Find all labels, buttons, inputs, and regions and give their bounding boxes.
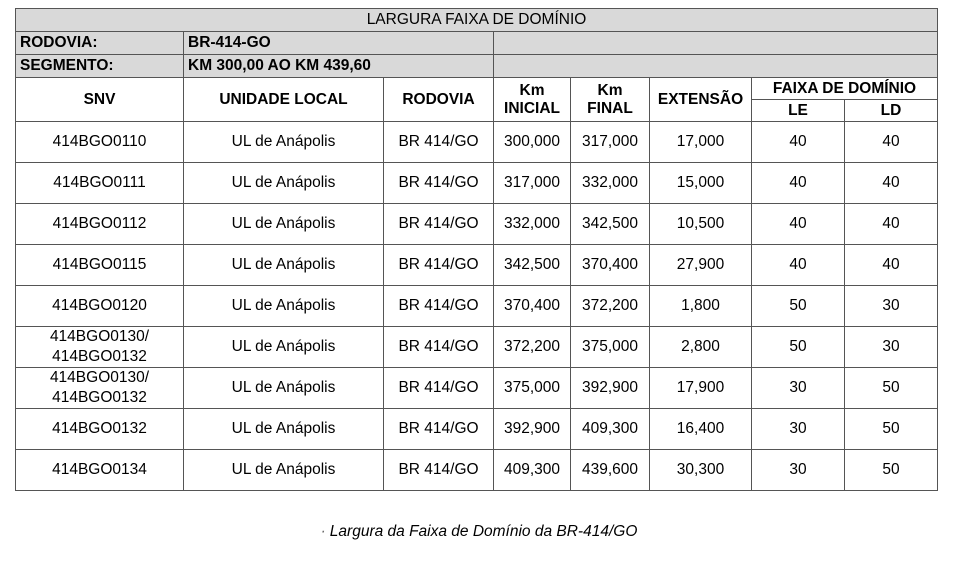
- cell-km-final: 370,400: [571, 245, 650, 286]
- cell-km-final: 342,500: [571, 204, 650, 245]
- header-faixa-dominio: FAIXA DE DOMÍNIO: [752, 78, 938, 100]
- cell-le: 40: [752, 245, 845, 286]
- cell-extensao: 1,800: [650, 286, 752, 327]
- rodovia-label: RODOVIA:: [16, 32, 184, 55]
- cell-unidade-local: UL de Anápolis: [184, 450, 384, 491]
- segmento-filler: [494, 55, 938, 78]
- cell-km-final: 372,200: [571, 286, 650, 327]
- segmento-value: KM 300,00 AO KM 439,60: [184, 55, 494, 78]
- cell-ld: 50: [845, 368, 938, 409]
- cell-ld: 30: [845, 327, 938, 368]
- cell-le: 30: [752, 450, 845, 491]
- header-snv: SNV: [16, 78, 184, 122]
- header-unidade-local: UNIDADE LOCAL: [184, 78, 384, 122]
- cell-ld: 40: [845, 204, 938, 245]
- cell-km-inicial: 342,500: [494, 245, 571, 286]
- cell-le: 30: [752, 409, 845, 450]
- cell-ld: 40: [845, 122, 938, 163]
- cell-ld: 50: [845, 450, 938, 491]
- header-km-inicial: [494, 78, 571, 122]
- cell-km-inicial: 370,400: [494, 286, 571, 327]
- header-km-inicial-line2: INICIAL: [504, 99, 560, 117]
- cell-extensao: 10,500: [650, 204, 752, 245]
- faixa-dominio-table: [15, 8, 938, 491]
- cell-extensao: 17,000: [650, 122, 752, 163]
- cell-snv: 414BGO0111: [16, 163, 184, 204]
- rodovia-filler: [494, 32, 938, 55]
- caption-text: Largura da Faixa de Domínio da BR-414/GO: [329, 523, 638, 540]
- cell-rodovia: BR 414/GO: [384, 409, 494, 450]
- cell-snv: 414BGO0132: [16, 409, 184, 450]
- cell-rodovia: BR 414/GO: [384, 327, 494, 368]
- cell-rodovia: BR 414/GO: [384, 368, 494, 409]
- cell-snv: 414BGO0130/ 414BGO0132: [16, 327, 184, 368]
- cell-unidade-local: UL de Anápolis: [184, 327, 384, 368]
- segmento-label: SEGMENTO:: [16, 55, 184, 78]
- rodovia-value: BR-414-GO: [184, 32, 494, 55]
- header-km-final-line1: Km: [597, 81, 623, 99]
- table-row: [16, 245, 938, 286]
- cell-extensao: 2,800: [650, 327, 752, 368]
- cell-snv: 414BGO0130/ 414BGO0132: [16, 368, 184, 409]
- table-row: [16, 286, 938, 327]
- cell-snv: 414BGO0134: [16, 450, 184, 491]
- cell-le: 40: [752, 122, 845, 163]
- cell-rodovia: BR 414/GO: [384, 122, 494, 163]
- cell-unidade-local: UL de Anápolis: [184, 163, 384, 204]
- cell-km-inicial: 317,000: [494, 163, 571, 204]
- cell-extensao: 27,900: [650, 245, 752, 286]
- header-km-final-line2: FINAL: [587, 99, 633, 117]
- table-row: [16, 122, 938, 163]
- cell-km-final: 332,000: [571, 163, 650, 204]
- table-title: LARGURA FAIXA DE DOMÍNIO: [16, 9, 938, 32]
- cell-le: 50: [752, 327, 845, 368]
- cell-km-final: 439,600: [571, 450, 650, 491]
- cell-extensao: 15,000: [650, 163, 752, 204]
- header-km-inicial-line1: Km: [519, 81, 545, 99]
- cell-unidade-local: UL de Anápolis: [184, 286, 384, 327]
- cell-ld: 30: [845, 286, 938, 327]
- cell-km-final: 409,300: [571, 409, 650, 450]
- cell-unidade-local: UL de Anápolis: [184, 409, 384, 450]
- cell-km-inicial: 392,900: [494, 409, 571, 450]
- header-km-final: [571, 78, 650, 122]
- table-body: [16, 122, 938, 491]
- header-rodovia: RODOVIA: [384, 78, 494, 122]
- header-le: LE: [752, 100, 845, 122]
- cell-km-final: 392,900: [571, 368, 650, 409]
- header-extensao: EXTENSÃO: [650, 78, 752, 122]
- cell-km-inicial: 372,200: [494, 327, 571, 368]
- cell-unidade-local: UL de Anápolis: [184, 204, 384, 245]
- cell-extensao: 30,300: [650, 450, 752, 491]
- cell-km-inicial: 409,300: [494, 450, 571, 491]
- cell-km-inicial: 300,000: [494, 122, 571, 163]
- cell-rodovia: BR 414/GO: [384, 204, 494, 245]
- cell-rodovia: BR 414/GO: [384, 163, 494, 204]
- table-row: [16, 450, 938, 491]
- cell-unidade-local: UL de Anápolis: [184, 245, 384, 286]
- cell-rodovia: BR 414/GO: [384, 245, 494, 286]
- cell-km-final: 375,000: [571, 327, 650, 368]
- cell-rodovia: BR 414/GO: [384, 286, 494, 327]
- cell-snv: 414BGO0115: [16, 245, 184, 286]
- table-row: [16, 327, 938, 368]
- cell-le: 40: [752, 163, 845, 204]
- cell-ld: 40: [845, 163, 938, 204]
- cell-extensao: 16,400: [650, 409, 752, 450]
- cell-km-inicial: 375,000: [494, 368, 571, 409]
- cell-ld: 40: [845, 245, 938, 286]
- cell-le: 40: [752, 204, 845, 245]
- cell-snv: 414BGO0110: [16, 122, 184, 163]
- header-ld: LD: [845, 100, 938, 122]
- cell-ld: 50: [845, 409, 938, 450]
- cell-extensao: 17,900: [650, 368, 752, 409]
- table-row: [16, 409, 938, 450]
- cell-snv: 414BGO0112: [16, 204, 184, 245]
- cell-snv: 414BGO0120: [16, 286, 184, 327]
- cell-le: 50: [752, 286, 845, 327]
- cell-le: 30: [752, 368, 845, 409]
- table-row: [16, 163, 938, 204]
- cell-rodovia: BR 414/GO: [384, 450, 494, 491]
- cell-km-final: 317,000: [571, 122, 650, 163]
- table-row: [16, 204, 938, 245]
- cell-km-inicial: 332,000: [494, 204, 571, 245]
- cell-unidade-local: UL de Anápolis: [184, 122, 384, 163]
- caption-marker: ·: [320, 523, 326, 540]
- table-caption: [0, 523, 958, 541]
- cell-unidade-local: UL de Anápolis: [184, 368, 384, 409]
- table-row: [16, 368, 938, 409]
